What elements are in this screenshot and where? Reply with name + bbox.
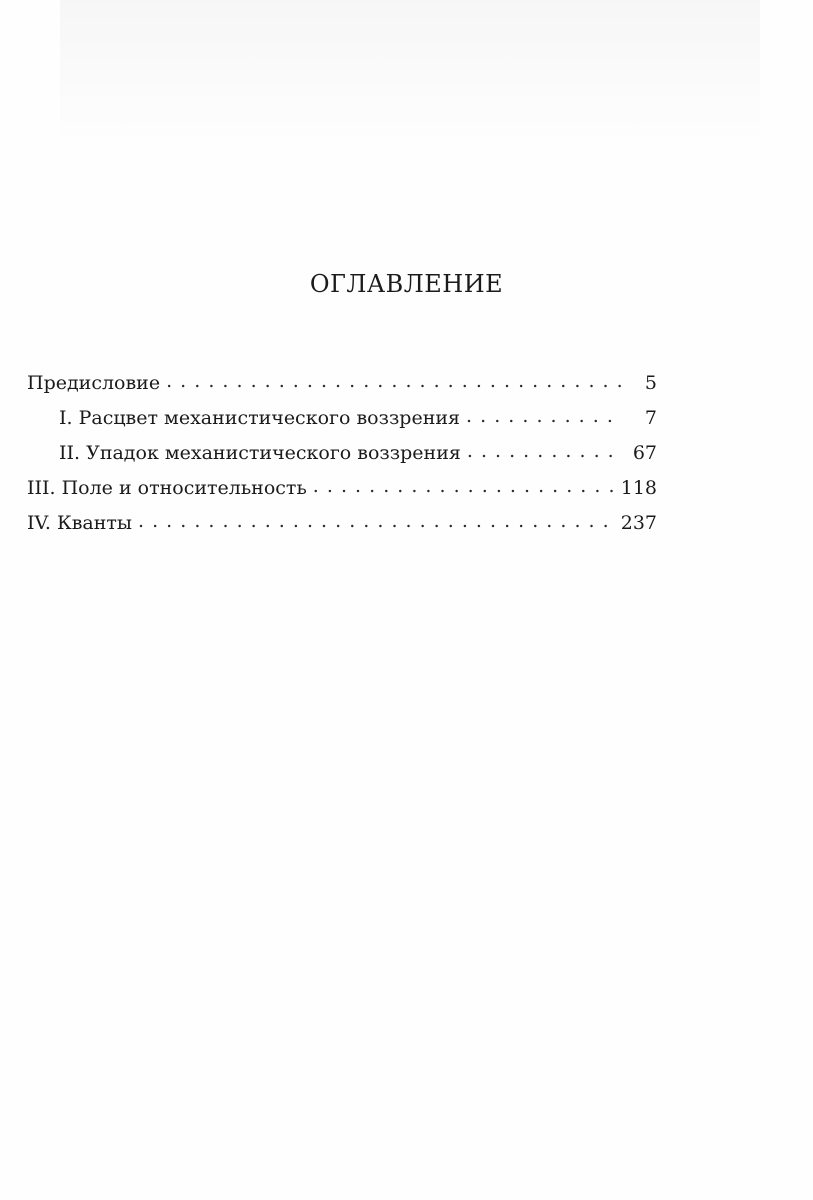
dot-leader <box>466 399 621 434</box>
toc-entry-page: 67 <box>632 442 657 464</box>
toc-entry-chapter-1[interactable] <box>27 401 657 436</box>
table-of-contents <box>27 366 657 541</box>
toc-entry-label: III. Поле и относительность <box>27 477 307 499</box>
dot-leader <box>138 504 615 539</box>
toc-entry-label: II. Упадок механистического воззрения <box>59 442 461 464</box>
toc-entry-preface[interactable] <box>27 366 657 401</box>
toc-entry-page: 7 <box>644 407 657 429</box>
toc-entry-chapter-3[interactable] <box>27 471 657 506</box>
toc-entry-label: I. Расцвет механистического воззрения <box>59 407 461 429</box>
toc-title: ОГЛАВЛЕНИЕ <box>309 270 504 298</box>
toc-entry-page: 5 <box>644 372 657 394</box>
dot-leader <box>313 469 615 504</box>
dot-leader <box>467 434 621 469</box>
toc-entry-chapter-4[interactable] <box>27 506 657 541</box>
toc-entry-page: 237 <box>620 512 657 534</box>
dot-leader <box>166 364 621 399</box>
toc-entry-chapter-2[interactable] <box>27 436 657 471</box>
toc-entry-label: IV. Кванты <box>27 512 133 534</box>
toc-entry-page: 118 <box>620 477 657 499</box>
toc-entry-label: Предисловие <box>27 372 161 394</box>
page-shadow <box>60 0 760 150</box>
